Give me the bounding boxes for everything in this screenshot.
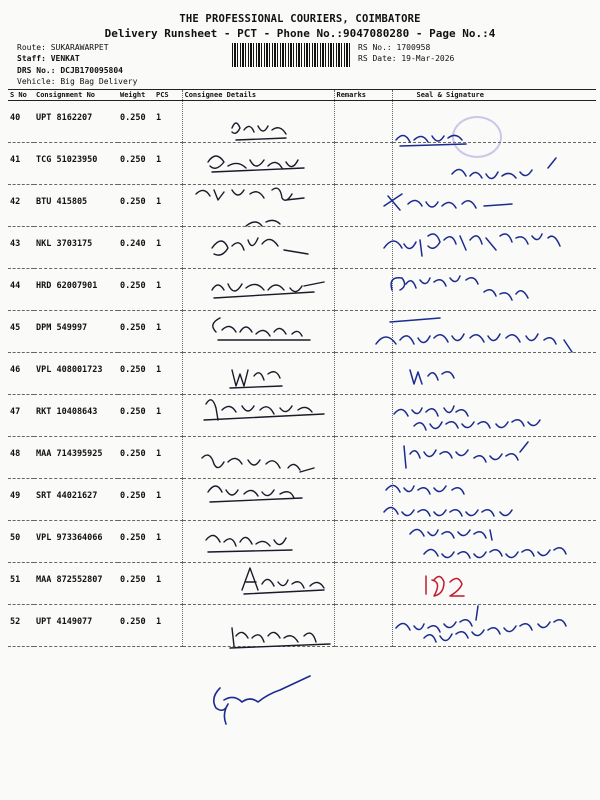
vehicle-label: Vehicle: [17,77,56,86]
row-sno: 48 [8,437,34,479]
signature-scribble-41 [452,158,556,179]
row-consignment-no: RKT 10408643 [34,395,118,437]
row-weight: 0.250 [118,101,154,143]
drs-label: DRS No.: [17,66,56,75]
row-weight: 0.250 [118,437,154,479]
consignee-scribble-52 [230,628,330,648]
bottom-signature [214,676,310,724]
signature-scribble-42 [384,194,512,210]
row-pcs: 1 [154,185,182,227]
route-label: Route: [17,43,46,52]
row-pcs: 1 [154,479,182,521]
row-sno: 50 [8,521,34,563]
row-consignment-no: MAA 714395925 [34,437,118,479]
row-pcs: 1 [154,563,182,605]
row-pcs: 1 [154,227,182,269]
row-pcs: 1 [154,353,182,395]
bottom-signature-scribble [214,676,310,724]
row-weight: 0.240 [118,227,154,269]
row-sno: 51 [8,563,34,605]
row-sno: 43 [8,227,34,269]
row-weight: 0.250 [118,521,154,563]
consignee-scribble-51 [242,568,324,594]
rs-date-label: RS Date: [358,54,397,63]
row-pcs: 1 [154,605,182,647]
signature-scribble-45 [376,318,572,352]
row-weight: 0.250 [118,479,154,521]
vehicle-value: Big Bag Delivery [60,77,138,86]
row-consignment-no: SRT 44021627 [34,479,118,521]
row-weight: 0.250 [118,605,154,647]
consignee-scribble-49 [208,486,302,502]
row-sno: 52 [8,605,34,647]
col-remarks: Remarks [334,90,392,101]
row-consignment-no: UPT 8162207 [34,101,118,143]
row-consignment-no: MAA 872552807 [34,563,118,605]
consignee-scribble-47 [204,400,324,420]
consignee-handwriting [196,123,330,648]
row-pcs: 1 [154,395,182,437]
row-pcs: 1 [154,143,182,185]
consignee-scribble-42 [196,188,304,200]
row-consignment-no: UPT 4149077 [34,605,118,647]
staff-value: VENKAT [50,54,80,63]
consignee-scribble-45 [213,318,310,340]
signature-scribble-48 [404,442,528,468]
signature-scribble-40 [396,135,466,146]
row-consignment-no: VPL 973364066 [34,521,118,563]
row-weight: 0.250 [118,269,154,311]
col-weight: Weight [118,90,154,101]
row-sno: 40 [8,101,34,143]
row-sno: 49 [8,479,34,521]
consignee-scribble-43 [212,220,308,255]
row-pcs: 1 [154,311,182,353]
row-sno: 46 [8,353,34,395]
signature-scribble-43 [384,234,560,256]
drs-value: DCJB170095804 [60,66,123,75]
col-consignee: Consignee Details [182,90,334,101]
route-value: SUKARAWARPET [50,43,109,52]
signature-handwriting-red [426,576,464,596]
consignee-scribble-41 [208,156,304,172]
signature-scribble-49 [384,485,512,516]
row-sno: 41 [8,143,34,185]
signature-scribble-46 [410,370,454,384]
signature-scribble-50 [410,529,566,558]
consignee-scribble-48 [202,455,314,472]
row-pcs: 1 [154,521,182,563]
consignee-scribble-44 [212,282,324,298]
consignee-scribble-46 [230,370,282,388]
row-sno: 45 [8,311,34,353]
col-pcs: PCS [154,90,182,101]
signature-scribble-52 [396,606,566,642]
row-pcs: 1 [154,437,182,479]
row-weight: 0.250 [118,185,154,227]
row-weight: 0.250 [118,395,154,437]
row-pcs: 1 [154,269,182,311]
staff-label: Staff: [17,54,46,63]
signature-scribble-47 [394,406,540,430]
row-weight: 0.250 [118,353,154,395]
row-consignment-no: BTU 415805 [34,185,118,227]
company-title: THE PROFESSIONAL COURIERS, COIMBATORE [179,13,421,25]
rs-no-label: RS No.: [358,43,392,52]
row-weight: 0.250 [118,311,154,353]
row-consignment-no: TCG 51023950 [34,143,118,185]
row-consignment-no: NKL 3703175 [34,227,118,269]
col-consignment: Consignment No [34,90,118,101]
col-signature: Seal & Signature [392,90,596,101]
row-weight: 0.250 [118,563,154,605]
row-pcs: 1 [154,101,182,143]
row-sno: 47 [8,395,34,437]
rs-no-value: 1700958 [396,43,431,52]
row-consignment-no: HRD 62007901 [34,269,118,311]
row-sno: 42 [8,185,34,227]
signature-scribble-51 [426,576,464,596]
consignee-scribble-40 [232,123,286,140]
rs-date-value: 19-Mar-2026 [401,54,455,63]
col-sno: S No [8,90,34,101]
signature-handwriting-blue [376,135,572,642]
consignee-scribble-50 [206,535,292,552]
row-weight: 0.250 [118,143,154,185]
row-consignment-no: DPM 549997 [34,311,118,353]
runsheet-subtitle: Delivery Runsheet - PCT - Phone No.:9047080280 - Page No.:4 [104,27,496,40]
signature-scribble-44 [391,276,528,300]
row-consignment-no: VPL 408001723 [34,353,118,395]
row-sno: 44 [8,269,34,311]
